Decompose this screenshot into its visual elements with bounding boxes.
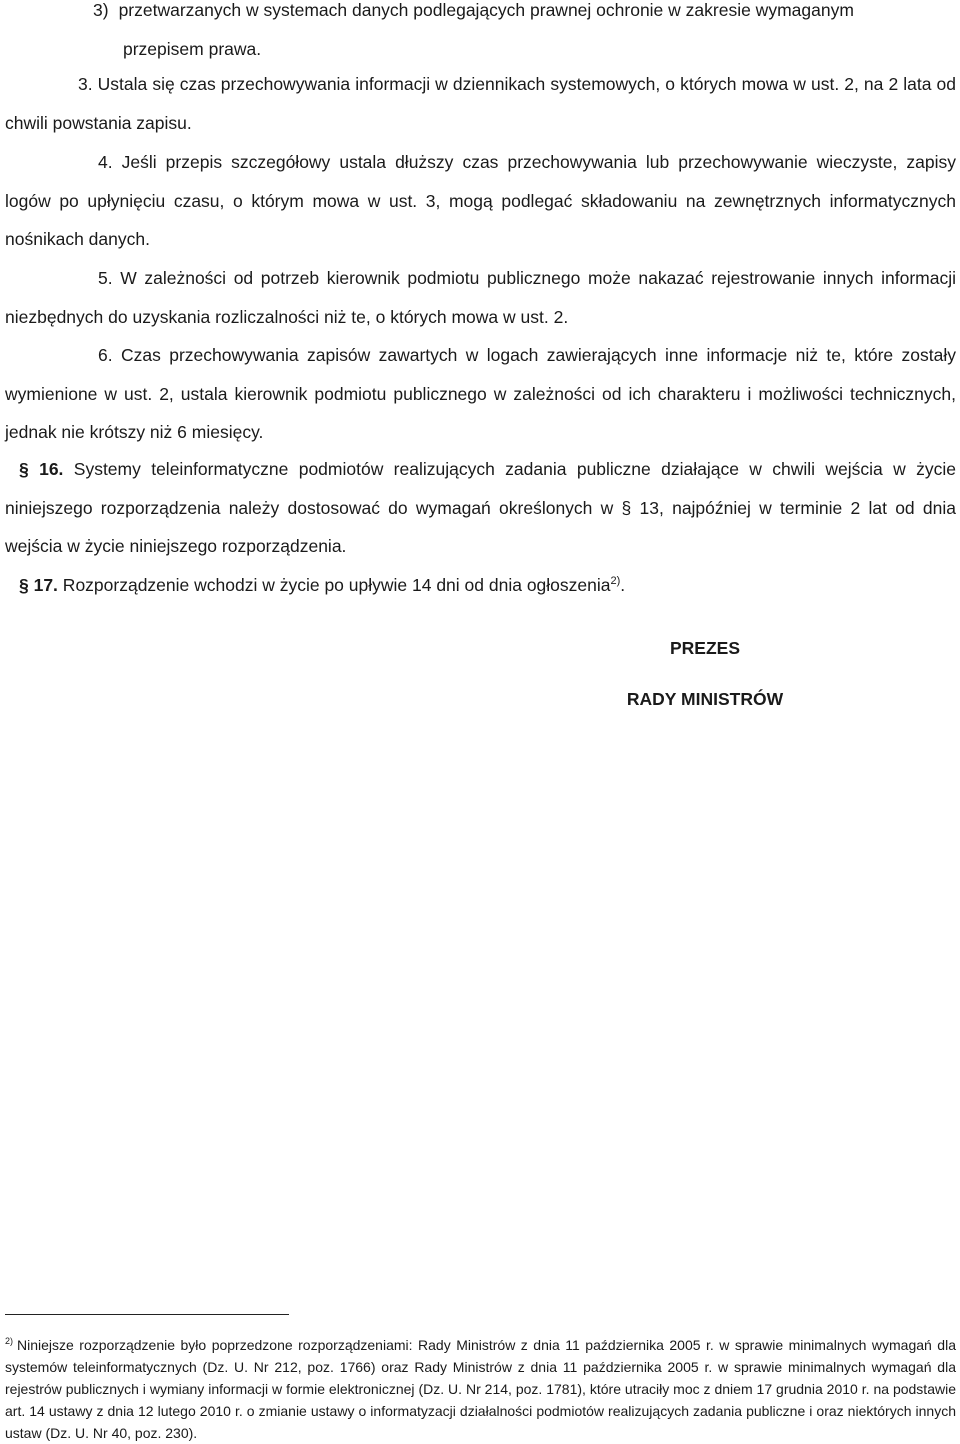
signature-office: RADY MINISTRÓW (626, 689, 784, 709)
list-item-text-line1: przetwarzanych w systemach danych podlegających prawnej ochronie w zakresie wymaganym (118, 0, 854, 20)
footnote-mark: 2) (5, 1336, 14, 1347)
list-item-3 (93, 0, 956, 68)
list-item-number: 3) (93, 0, 109, 20)
footnote (5, 1334, 956, 1444)
section-17-text: Rozporządzenie wchodzi w życie po upływie 14 dni od dnia ogłoszenia (57, 575, 611, 595)
section-17-end: . (620, 575, 626, 595)
paragraph-ust-3: 3. Ustala się czas przechowywania informacji w dziennikach systemowych, o których mowa w ust. 2, na 2 lata od chwili powstania zapisu. (5, 74, 956, 133)
signature-title: PREZES (669, 638, 741, 658)
paragraph-ust-4: 4. Jeśli przepis szczegółowy ustala dłuższy czas przechowywania lub przechowywanie wieczyste, zapisy logów po upłynięciu czasu, o którym mowa w ust. 3, mogą podlegać składowaniu na zewnętrznych informatycznych nośnikach danych. (5, 152, 956, 249)
paragraph-ust-5: 5. W zależności od potrzeb kierownik podmiotu publicznego może nakazać rejestrowanie innych informacji niezbędnych do uzyskania rozliczalności niż te, o których mowa w ust. 2. (5, 268, 956, 327)
section-17-label: § 17. (19, 575, 58, 595)
footnote-reference[interactable]: 2) (610, 575, 621, 588)
section-16-text: Systemy teleinformatyczne podmiotów realizujących zadania publiczne działające w chwili wejścia w życie niniejszego rozporządzenia należy dostosować do wymagań określonych w § 13, najpóźniej w terminie 2 lat od dnia wejścia w życie niniejszego rozporządzenia. (5, 459, 956, 556)
section-16 (5, 450, 956, 566)
footnote-separator (5, 1314, 289, 1315)
section-16-label: § 16. (19, 459, 64, 479)
section-17 (5, 566, 956, 605)
paragraph-ust-6: 6. Czas przechowywania zapisów zawartych w logach zawierających inne informacje niż te, które zostały wymienione w ust. 2, ustala kierownik podmiotu publicznego w zależności od ich charakteru i możliwości technicznych, jednak nie krótszy niż 6 miesięcy. (5, 345, 956, 442)
footnote-text: Niniejsze rozporządzenie było poprzedzone rozporządzeniami: Rady Ministrów z dnia 11 października 2005 r. w sprawie minimalnych wymagań dla systemów teleinformatycznych (Dz. U. Nr 212, poz. 1766) oraz Rady Ministrów z dnia 11 października 2005 r. w sprawie minimalnych wymagań dla rejestrów publicznych i wymiany informacji w formie elektronicznej (Dz. U. Nr 214, poz. 1781), które utraciły moc z dniem 17 grudnia 2010 r. na podstawie art. 14 ustawy z dnia 12 lutego 2010 r. o zmianie ustawy o informatyzacji działalności podmiotów realizujących zadania publiczne i oraz niektórych innych ustaw (Dz. U. Nr 40, poz. 230). (5, 1337, 956, 1441)
list-item-text-line2: przepisem prawa. (123, 38, 262, 59)
